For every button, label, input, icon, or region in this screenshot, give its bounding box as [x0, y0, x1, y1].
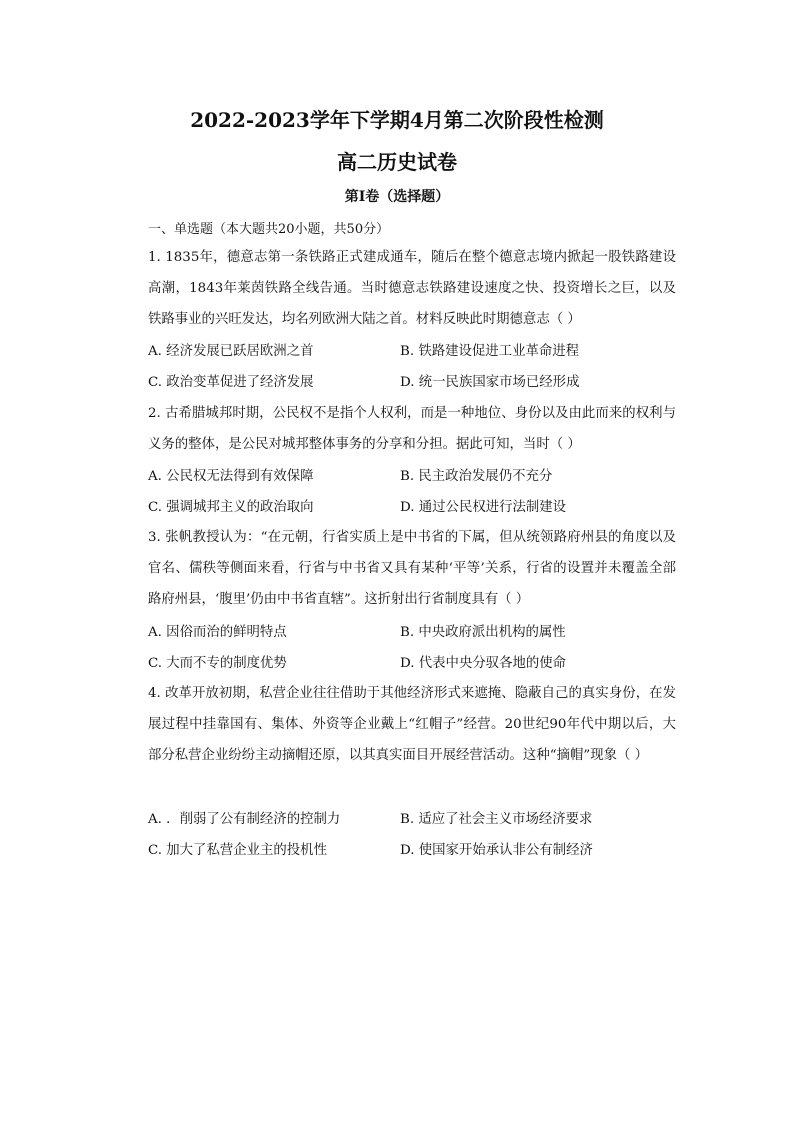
question-3-option-c: C. 大而不专的制度优势	[148, 656, 287, 671]
question-3-stem: 3. 张帆教授认为：“在元朝，行省实质上是中书省的下属，但从统领路府州县的角度以及官名、儒秩等侧面来看，行省与中书省又具有某种‘平等’关系，行省的设置并未覆盖全部路府州县，‘腹里’仍由中书省直辖”。这折射出行省制度具有（ ）	[148, 530, 676, 607]
part-heading: 第I卷（选择题）	[344, 189, 450, 205]
section-heading: 一、单选题（本大题共20小题，共50分）	[148, 222, 390, 237]
question-1-option-d: D. 统一民族国家市场已经形成	[400, 375, 580, 390]
question-4-option-b: B. 适应了社会主义市场经济要求	[400, 812, 593, 827]
question-2-option-c: C. 强调城邦主义的政治取向	[148, 500, 314, 515]
question-4-stem: 4. 改革开放初期，私营企业往往借助于其他经济形式来遮掩、隐蔽自己的真实身份，在发展过程中挂靠国有、集体、外资等企业戴上“红帽子”经营。20世纪90年代中期以后，大部分私营企业纷纷主动摘帽还原，以其真实面目开展经营活动。这种“摘帽”现象（ ）	[148, 686, 676, 763]
exam-title: 2022-2023学年下学期4月第二次阶段性检测	[190, 108, 604, 132]
question-2-option-d: D. 通过公民权进行法制建设	[400, 500, 567, 515]
question-1-option-b: B. 铁路建设促进工业革命进程	[400, 344, 580, 359]
question-3-option-a: A. 因俗而治的鲜明特点	[148, 625, 287, 640]
question-4-option-a: A. ．削弱了公有制经济的控制力	[148, 812, 341, 827]
question-3-option-b: B. 中央政府派出机构的属性	[400, 625, 566, 640]
question-1-option-c: C. 政治变革促进了经济发展	[148, 375, 314, 390]
question-4-option-c: C. 加大了私营企业主的投机性	[148, 843, 327, 858]
question-2-option-b: B. 民主政治发展仍不充分	[400, 469, 553, 484]
exam-subtitle: 高二历史试卷	[337, 150, 457, 174]
question-1-stem: 1. 1835年，德意志第一条铁路正式建成通车，随后在整个德意志境内掀起一股铁路建设高潮，1843年莱茵铁路全线告通。当时德意志铁路建设速度之快、投资增长之巨，以及铁路事业的兴旺发达，均名列欧洲大陆之首。材料反映此时期德意志（ ）	[148, 250, 676, 327]
question-3-option-d: D. 代表中央分驭各地的使命	[400, 656, 567, 671]
question-2-stem: 2. 古希腊城邦时期，公民权不是指个人权利，而是一种地位、身份以及由此而来的权利与义务的整体，是公民对城邦整体事务的分享和分担。据此可知，当时（ ）	[148, 406, 676, 452]
question-1-option-a: A. 经济发展已跃居欧洲之首	[148, 344, 314, 359]
question-2-option-a: A. 公民权无法得到有效保障	[148, 469, 314, 484]
question-4-option-d: D. 使国家开始承认非公有制经济	[400, 843, 593, 858]
